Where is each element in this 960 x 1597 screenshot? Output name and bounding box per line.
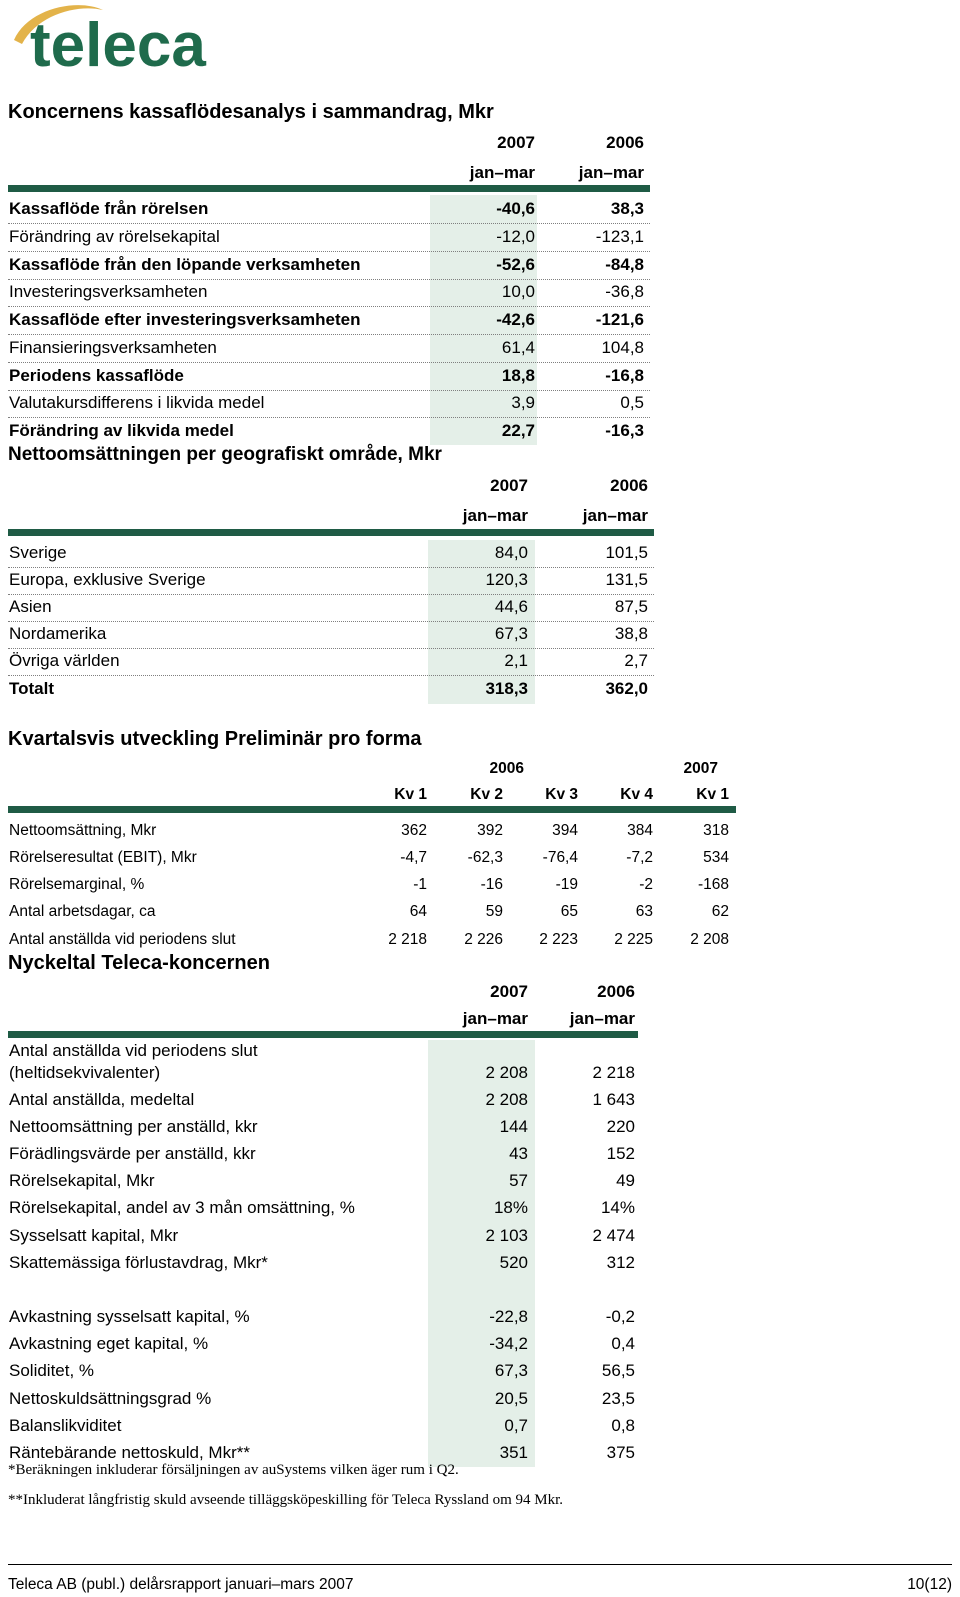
keyfigures-value-2006: 2 474	[592, 1226, 635, 1245]
geo-value-2007: 2,1	[504, 651, 528, 670]
geo-year-2006: 2006	[610, 476, 648, 495]
cashflow-value-2007: 61,4	[501, 338, 535, 357]
geo-period-2006: jan–mar	[582, 506, 648, 525]
quarterly-row-label: Antal arbetsdagar, ca	[9, 903, 156, 920]
keyfigures-title: Nyckeltal Teleca-koncernen	[8, 952, 270, 974]
quarterly-value: 384	[627, 822, 653, 839]
quarterly-quarter-header: Kv 4	[620, 786, 653, 803]
keyfigures-value-2007: -34,2	[489, 1334, 528, 1353]
cashflow-row-divider	[8, 417, 650, 418]
quarterly-value: -76,4	[542, 849, 578, 866]
cashflow-row-divider	[8, 223, 650, 224]
quarterly-row-label: Antal anställda vid periodens slut	[9, 931, 236, 948]
keyfigures-row-label: (heltidsekvivalenter)	[9, 1063, 161, 1082]
quarterly-quarter-header: Kv 2	[470, 786, 503, 803]
quarterly-header-bar	[8, 806, 736, 813]
quarterly-quarter-header: Kv 1	[394, 786, 427, 803]
cashflow-row-divider	[8, 334, 650, 335]
keyfigures-value-2007: 2 208	[485, 1090, 528, 1109]
cashflow-value-2006: -16,3	[605, 421, 644, 440]
geo-value-2007: 120,3	[485, 570, 528, 589]
keyfigures-row-label: Nettoskuldsättningsgrad %	[9, 1389, 212, 1408]
geo-row-label: Nordamerika	[9, 624, 107, 643]
keyfigures-value-2007: 18%	[493, 1198, 528, 1217]
keyfigures-period-2006: jan–mar	[569, 1009, 635, 1028]
quarterly-quarter-header: Kv 3	[545, 786, 578, 803]
keyfigures-value-2007: -22,8	[489, 1307, 528, 1326]
quarterly-title: Kvartalsvis utveckling Preliminär pro forma	[8, 728, 422, 750]
keyfigures-value-2006: 0,4	[611, 1334, 635, 1353]
keyfigures-year-2006: 2006	[597, 982, 635, 1001]
geo-period-2007: jan–mar	[462, 506, 528, 525]
cashflow-row-divider	[8, 251, 650, 252]
geo-row-label: Övriga världen	[9, 651, 120, 670]
quarterly-value: -16	[480, 876, 503, 893]
cashflow-row-label: Förändring av likvida medel	[9, 421, 234, 440]
geo-value-2006: 38,8	[614, 624, 648, 643]
quarterly-value: -62,3	[467, 849, 503, 866]
cashflow-value-2007: -12,0	[496, 227, 535, 246]
keyfigures-value-2006: 312	[606, 1253, 635, 1272]
footnote-2: **Inkluderat långfristig skuld avseende tilläggsköpeskilling för Teleca Ryssland om 94 Mkr.	[8, 1492, 564, 1508]
quarterly-value: -4,7	[400, 849, 427, 866]
quarterly-row-label: Nettoomsättning, Mkr	[9, 822, 157, 839]
keyfigures-value-2006: 2 218	[592, 1063, 635, 1082]
cashflow-row-label: Kassaflöde från rörelsen	[9, 199, 209, 218]
quarterly-year-2006: 2006	[489, 760, 524, 777]
quarterly-value: 2 223	[539, 931, 578, 948]
cashflow-value-2006: 104,8	[601, 338, 644, 357]
keyfigures-year-2007: 2007	[490, 982, 528, 1001]
cashflow-value-2006: 0,5	[620, 393, 644, 412]
keyfigures-row-label: Rörelsekapital, andel av 3 mån omsättning, %	[9, 1198, 355, 1217]
footnote-1: *Beräkningen inkluderar försäljningen av auSystems vilken äger rum i Q2.	[8, 1462, 459, 1478]
quarterly-value: -1	[413, 876, 427, 893]
quarterly-value: 63	[635, 903, 653, 920]
keyfigures-value-2007: 520	[499, 1253, 528, 1272]
geo-row-label: Europa, exklusive Sverige	[9, 570, 206, 589]
cashflow-row-label: Förändring av rörelsekapital	[9, 227, 220, 246]
quarterly-value: 394	[552, 822, 578, 839]
quarterly-value: 65	[560, 903, 578, 920]
footer-rule	[8, 1564, 952, 1565]
cashflow-value-2006: -36,8	[605, 282, 644, 301]
keyfigures-value-2007: 43	[509, 1144, 528, 1163]
geo-row-divider	[8, 567, 654, 568]
keyfigures-row-label: Rörelsekapital, Mkr	[9, 1171, 155, 1190]
footer-page-number: 10(12)	[907, 1576, 952, 1593]
quarterly-value: 362	[401, 822, 427, 839]
cashflow-value-2007: -40,6	[496, 199, 535, 218]
quarterly-value: -2	[639, 876, 653, 893]
geo-header-bar	[8, 529, 654, 536]
teleca-logo	[8, 0, 298, 72]
cashflow-header-bar	[8, 185, 650, 192]
keyfigures-row-label: Antal anställda, medeltal	[9, 1090, 195, 1109]
footer-left: Teleca AB (publ.) delårsrapport januari–mars 2007	[8, 1576, 354, 1593]
cashflow-value-2006: -123,1	[595, 227, 644, 246]
geo-year-2007: 2007	[490, 476, 528, 495]
cashflow-value-2006: -84,8	[605, 255, 644, 274]
geo-row-divider	[8, 594, 654, 595]
cashflow-value-2007: 10,0	[501, 282, 535, 301]
geo-value-2007: 44,6	[494, 597, 528, 616]
keyfigures-value-2006: 49	[616, 1171, 635, 1190]
quarterly-value: -168	[697, 876, 729, 893]
keyfigures-row-label: Soliditet, %	[9, 1361, 95, 1380]
cashflow-row-divider	[8, 362, 650, 363]
quarterly-value: 2 225	[614, 931, 653, 948]
geo-value-2006: 101,5	[605, 543, 648, 562]
cashflow-row-divider	[8, 306, 650, 307]
keyfigures-row-label: Nettoomsättning per anställd, kkr	[9, 1117, 258, 1136]
geo-value-2006: 362,0	[605, 679, 648, 698]
quarterly-value: -7,2	[626, 849, 653, 866]
quarterly-value: 2 218	[388, 931, 427, 948]
keyfigures-value-2007: 144	[499, 1117, 528, 1136]
geo-value-2006: 131,5	[605, 570, 648, 589]
keyfigures-row-label: Förädlingsvärde per anställd, kkr	[9, 1144, 256, 1163]
cashflow-value-2007: 18,8	[501, 366, 535, 385]
cashflow-row-divider	[8, 390, 650, 391]
cashflow-row-label: Investeringsverksamheten	[9, 282, 208, 301]
geo-value-2007: 67,3	[494, 624, 528, 643]
quarterly-value: 2 226	[464, 931, 503, 948]
keyfigures-row-label: Skattemässiga förlustavdrag, Mkr*	[9, 1253, 268, 1272]
cashflow-row-divider	[8, 279, 650, 280]
keyfigures-value-2007: 0,7	[504, 1416, 528, 1435]
quarterly-quarter-header: Kv 1	[696, 786, 729, 803]
geo-row-divider	[8, 621, 654, 622]
cashflow-row-label: Kassaflöde från den löpande verksamheten	[9, 255, 361, 274]
quarterly-value: -19	[555, 876, 578, 893]
geo-title: Nettoomsättningen per geografiskt område, Mkr	[8, 444, 442, 465]
geo-row-label: Sverige	[9, 543, 67, 562]
keyfigures-value-2006: 0,8	[611, 1416, 635, 1435]
geo-value-2007: 318,3	[485, 679, 528, 698]
cashflow-value-2007: -42,6	[496, 310, 535, 329]
keyfigures-row-label: Avkastning eget kapital, %	[9, 1334, 209, 1353]
keyfigures-value-2006: 375	[606, 1443, 635, 1462]
cashflow-row-label: Periodens kassaflöde	[9, 366, 184, 385]
logo-wordmark: teleca	[30, 11, 206, 72]
keyfigures-row-label: Sysselsatt kapital, Mkr	[9, 1226, 179, 1245]
quarterly-value: 59	[485, 903, 503, 920]
quarterly-value: 2 208	[690, 931, 729, 948]
keyfigures-value-2007: 20,5	[494, 1389, 528, 1408]
keyfigures-row-label: Räntebärande nettoskuld, Mkr**	[9, 1443, 250, 1462]
cashflow-value-2006: 38,3	[610, 199, 644, 218]
quarterly-value: 534	[703, 849, 729, 866]
cashflow-row-label: Valutakursdifferens i likvida medel	[9, 393, 265, 412]
cashflow-value-2007: 3,9	[511, 393, 535, 412]
keyfigures-row-label: Balanslikviditet	[9, 1416, 122, 1435]
cashflow-value-2006: -121,6	[595, 310, 644, 329]
keyfigures-value-2007: 57	[509, 1171, 528, 1190]
keyfigures-row-label: Antal anställda vid periodens slut	[9, 1041, 258, 1060]
quarterly-row-label: Rörelseresultat (EBIT), Mkr	[9, 849, 197, 866]
quarterly-value: 318	[703, 822, 729, 839]
keyfigures-value-2006: 1 643	[592, 1090, 635, 1109]
geo-row-divider	[8, 648, 654, 649]
keyfigures-value-2006: 220	[606, 1117, 635, 1136]
keyfigures-value-2006: 14%	[600, 1198, 635, 1217]
cashflow-value-2007: 22,7	[501, 421, 535, 440]
geo-value-2006: 2,7	[624, 651, 648, 670]
cashflow-year-2007: 2007	[497, 133, 535, 152]
keyfigures-value-2006: -0,2	[605, 1307, 635, 1326]
geo-row-label: Totalt	[9, 679, 55, 698]
geo-row-label: Asien	[9, 597, 52, 616]
quarterly-value: 64	[409, 903, 427, 920]
cashflow-period-2006: jan–mar	[578, 163, 644, 182]
cashflow-title: Koncernens kassaflödesanalys i sammandrag, Mkr	[8, 101, 494, 123]
keyfigures-value-2006: 152	[606, 1144, 635, 1163]
cashflow-value-2006: -16,8	[605, 366, 644, 385]
cashflow-row-label: Finansieringsverksamheten	[9, 338, 217, 357]
keyfigures-value-2006: 23,5	[601, 1389, 635, 1408]
keyfigures-row-label: Avkastning sysselsatt kapital, %	[9, 1307, 250, 1326]
quarterly-year-2007: 2007	[683, 760, 718, 777]
keyfigures-value-2007: 2 103	[485, 1226, 528, 1245]
keyfigures-value-2007: 2 208	[485, 1063, 528, 1082]
cashflow-period-2007: jan–mar	[469, 163, 535, 182]
cashflow-row-label: Kassaflöde efter investeringsverksamheten	[9, 310, 361, 329]
quarterly-row-label: Rörelsemarginal, %	[9, 876, 145, 893]
keyfigures-header-bar	[8, 1031, 638, 1038]
quarterly-value: 62	[711, 903, 729, 920]
keyfigures-value-2006: 56,5	[601, 1361, 635, 1380]
geo-row-divider	[8, 675, 654, 676]
keyfigures-value-2007: 67,3	[494, 1361, 528, 1380]
cashflow-value-2007: -52,6	[496, 255, 535, 274]
keyfigures-value-2007: 351	[499, 1443, 528, 1462]
quarterly-value: 392	[477, 822, 503, 839]
geo-value-2006: 87,5	[614, 597, 648, 616]
keyfigures-period-2007: jan–mar	[462, 1009, 528, 1028]
cashflow-year-2006: 2006	[606, 133, 644, 152]
geo-value-2007: 84,0	[494, 543, 528, 562]
